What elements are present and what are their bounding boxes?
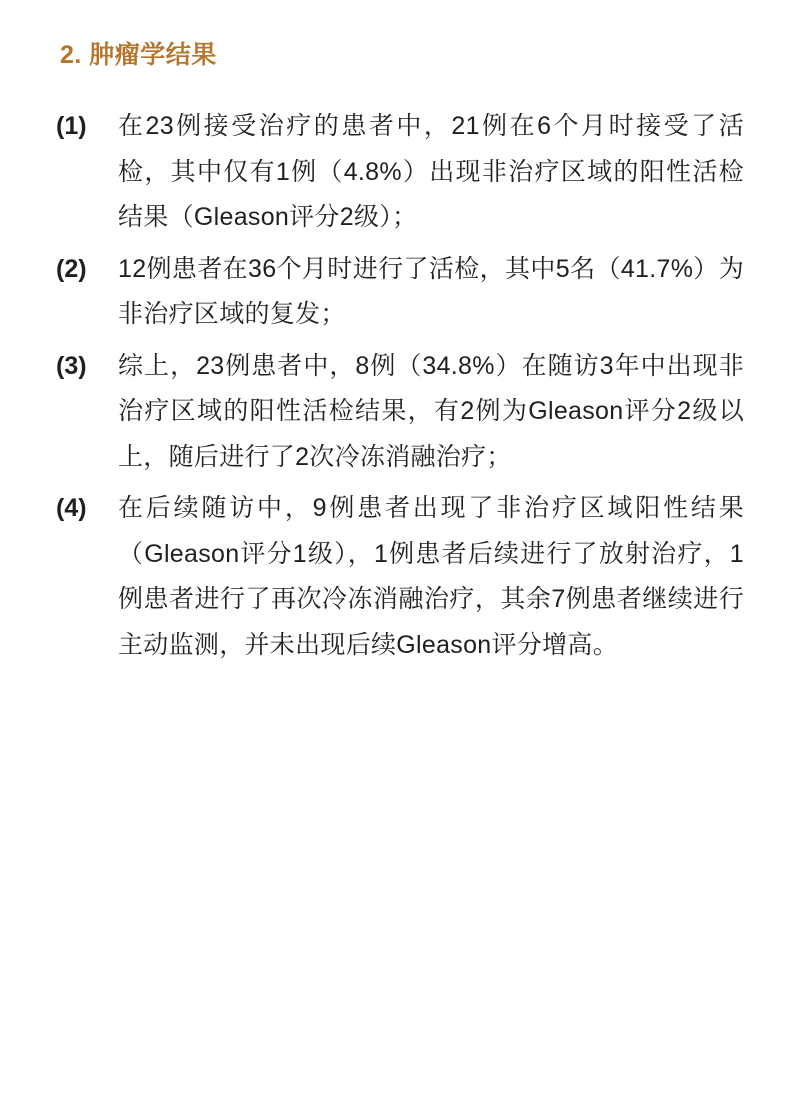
page-title: 2. 肿瘤学结果 [60, 41, 217, 69]
list-item-marker: (4) [56, 494, 87, 522]
list-item-text: 在23例接受治疗的患者中，21例在6个月时接受了活检，其中仅有1例（4.8%）出现非治疗区域的阳性活检结果（Gleason评分2级）； [118, 112, 744, 231]
list-item [56, 104, 744, 241]
list-item [56, 486, 744, 668]
numbered-list [56, 104, 744, 668]
list-item-marker: (2) [56, 254, 87, 283]
list-item-text: 12例患者在36个月时进行了活检，其中5名（41.7%）为非治疗区域的复发； [118, 254, 744, 328]
list-item-text: 在后续随访中，9例患者出现了非治疗区域阳性结果（Gleason评分1级），1例患者后续进行了放射治疗，1例患者进行了再次冷冻消融治疗，其余7例患者继续进行主动监测，并未出现后续Gleason评分增高。 [118, 494, 744, 659]
list-item-marker: (3) [56, 351, 87, 380]
list-item [56, 344, 744, 481]
list-item-marker: (1) [56, 112, 87, 140]
list-item [56, 247, 744, 338]
list-item-text: 综上，23例患者中，8例（34.8%）在随访3年中出现非治疗区域的阳性活检结果，有2例为Gleason评分2级以上，随后进行了2次冷冻消融治疗； [118, 351, 744, 471]
